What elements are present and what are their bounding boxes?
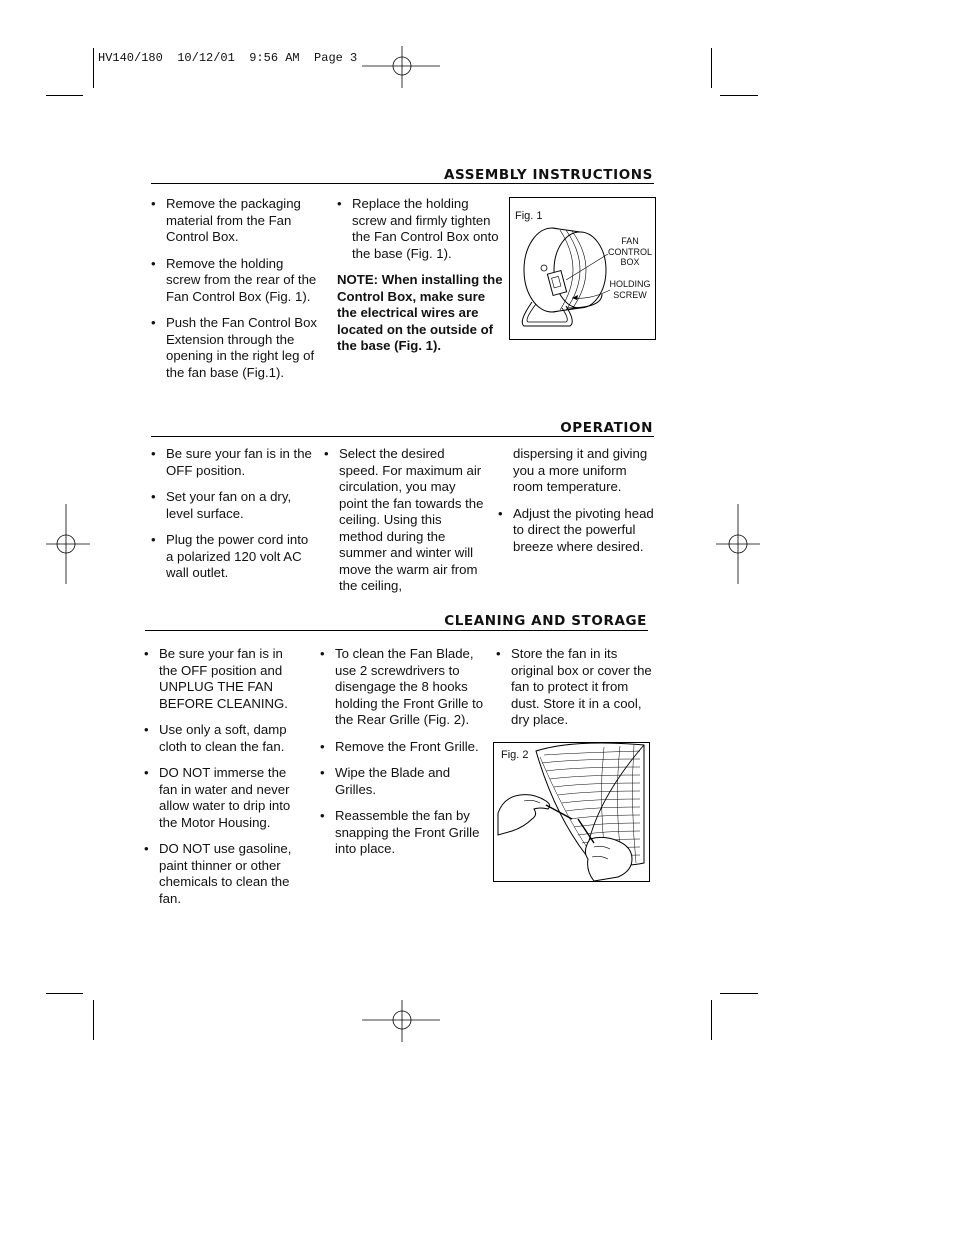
registration-mark-top — [362, 46, 442, 88]
list-item: • Be sure your fan is in the OFF position and UNPLUG THE FAN BEFORE CLEANING. — [144, 646, 304, 712]
list-item: • To clean the Fan Blade, use 2 screwdrivers to disengage the 8 hooks holding the Front Grille to the Rear Grille (Fig. 2). — [320, 646, 485, 729]
list-item: • Reassemble the fan by snapping the Front Grille into place. — [320, 808, 485, 858]
list-item: • Store the fan in its original box or cover the fan to protect it from dust. Store it in a cool, dry place. — [496, 646, 652, 729]
callout-holding-screw — [603, 279, 657, 300]
assembly-col1 — [151, 196, 321, 391]
list-item: • Use only a soft, damp cloth to clean the fan. — [144, 722, 304, 755]
figure-1 — [509, 197, 656, 340]
list-item-continued: dispersing it and giving you a more uniform room temperature. — [513, 446, 648, 494]
registration-mark-right — [716, 504, 760, 584]
list-item: • Plug the power cord into a polarized 120 volt AC wall outlet. — [151, 532, 316, 582]
assembly-title: ASSEMBLY INSTRUCTIONS — [443, 167, 653, 183]
cleaning-col2 — [320, 646, 485, 868]
list-item: • DO NOT use gasoline, paint thinner or other chemicals to clean the fan. — [144, 841, 304, 907]
assembly-rule — [151, 183, 654, 184]
list-item: • Set your fan on a dry, level surface. — [151, 489, 316, 522]
assembly-col2 — [337, 196, 505, 355]
operation-title: OPERATION — [560, 420, 653, 436]
printer-slug: HV140/180 10/12/01 9:56 AM Page 3 — [98, 51, 358, 65]
callout-holding-screw-text: HOLDING SCREW — [609, 279, 651, 300]
fan-illustration — [510, 198, 655, 339]
registration-mark-bottom — [362, 1000, 442, 1042]
assembly-note: NOTE: When installing the Control Box, make sure the electrical wires are located on the outside of the base (Fig. 1). — [337, 272, 503, 353]
cleaning-col1 — [144, 646, 304, 917]
list-item: • Remove the packaging material from the Fan Control Box. — [151, 196, 321, 246]
list-item: • DO NOT immerse the fan in water and never allow water to drip into the Motor Housing. — [144, 765, 304, 831]
list-item: • Wipe the Blade and Grilles. — [320, 765, 485, 798]
figure-1-label: Fig. 1 — [515, 210, 543, 222]
cleaning-col3 — [496, 646, 652, 739]
list-item: • Adjust the pivoting head to direct the powerful breeze where desired. — [498, 506, 658, 556]
operation-col2 — [324, 446, 484, 605]
operation-col1 — [151, 446, 316, 592]
callout-fan-control-box — [603, 236, 657, 268]
list-item: • Remove the holding screw from the rear of the Fan Control Box (Fig. 1). — [151, 256, 321, 306]
list-item: • Push the Fan Control Box Extension through the opening in the right leg of the fan base (Fig.1). — [151, 315, 321, 381]
cleaning-title: CLEANING AND STORAGE — [444, 613, 647, 629]
operation-rule — [151, 436, 654, 437]
operation-col3 — [498, 446, 658, 565]
figure-2-label: Fig. 2 — [501, 749, 529, 761]
grille-cleaning-illustration — [494, 743, 649, 881]
figure-2 — [493, 742, 650, 882]
list-item: • Remove the Front Grille. — [320, 739, 485, 756]
list-item: • Be sure your fan is in the OFF position. — [151, 446, 316, 479]
registration-mark-left — [46, 504, 90, 584]
list-item: • Select the desired speed. For maximum air circulation, you may point the fan towards the ceiling. Using this method during the summer and winter will move the warm air from the ceiling, — [324, 446, 484, 595]
cleaning-rule — [145, 630, 648, 631]
list-item: • Replace the holding screw and firmly tighten the Fan Control Box onto the base (Fig. 1). — [337, 196, 505, 262]
callout-fan-control-box-text: FAN CONTROL BOX — [607, 236, 652, 267]
